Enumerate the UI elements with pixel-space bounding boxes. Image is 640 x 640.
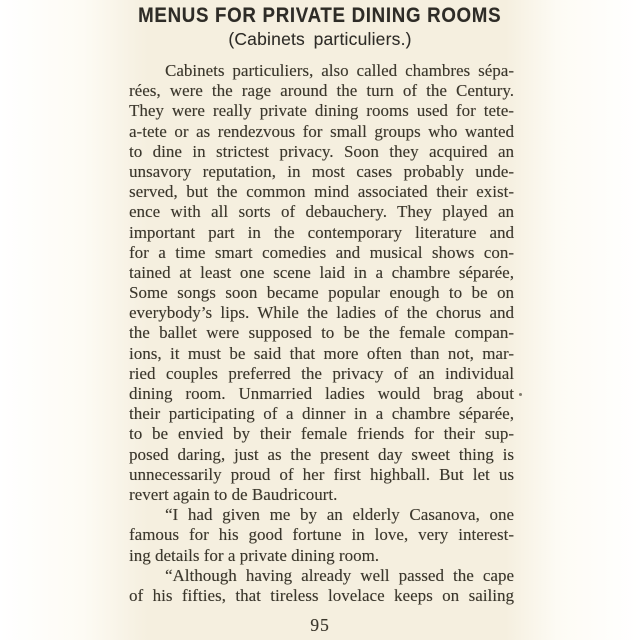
text-line: “I had given me by an elderly Casanova, one	[165, 505, 514, 525]
text-line: revert again to de Baudricourt.	[129, 484, 338, 504]
text-line: rées, were the rage around the turn of the Century.	[129, 81, 514, 101]
text-line: served, but the common mind associated their exist-	[129, 182, 514, 202]
text-line: Cabinets particuliers, also called chambres sépa-	[165, 61, 514, 80]
ink-speck	[519, 393, 522, 396]
page-number: 95	[310, 615, 330, 635]
text-line: dining room. Unmarried ladies would brag about	[129, 384, 514, 403]
text-line: a-tete or as rendezvous for small groups who wanted	[129, 121, 514, 141]
text-line: Some songs soon became popular enough to be on	[129, 283, 514, 303]
text-line: ing details for a private dining room.	[129, 545, 380, 565]
text-line: to dine in strictest privacy. Soon they acquired an	[129, 141, 514, 161]
text-line: their participating of a dinner in a chambre séparée,	[129, 404, 514, 424]
text-line: ence with all sorts of debauchery. They played an	[129, 202, 514, 222]
page-header	[0, 3, 640, 28]
text-line: of his fifties, that tireless lovelace keeps on sailing	[129, 585, 514, 605]
text-line: posed daring, just as the present day sweet thing is	[129, 444, 514, 464]
text-line: for a time smart comedies and musical shows con-	[129, 242, 514, 262]
text-line: the ballet were supposed to be the female compan-	[129, 323, 514, 343]
text-line: “Although having already well passed the cape	[165, 565, 514, 585]
text-line: to be envied by their female friends for their sup-	[129, 424, 514, 444]
text-line: unnecessarily proud of her first highball. But let us	[129, 464, 514, 484]
text-line: They were really private dining rooms used for tete-	[129, 101, 514, 121]
text-line: ried couples preferred the privacy of an individual	[129, 363, 514, 383]
text-line: tained at least one scene laid in a chambre séparée,	[129, 262, 514, 282]
text-line: important part in the contemporary literature and	[129, 222, 514, 242]
text-line: ions, it must be said that more often than not, mar-	[129, 343, 514, 363]
text-line: famous for his good fortune in love, very interest-	[129, 525, 514, 545]
text-line: unsavory reputation, in most cases probably unde-	[129, 161, 514, 181]
body-text	[129, 61, 514, 606]
page-title: MENUS FOR PRIVATE DINING ROOMS	[138, 3, 502, 27]
page-subtitle: (Cabinets particuliers.)	[228, 29, 412, 49]
text-line: everybody’s lips. While the ladies of the chorus and	[129, 303, 514, 323]
